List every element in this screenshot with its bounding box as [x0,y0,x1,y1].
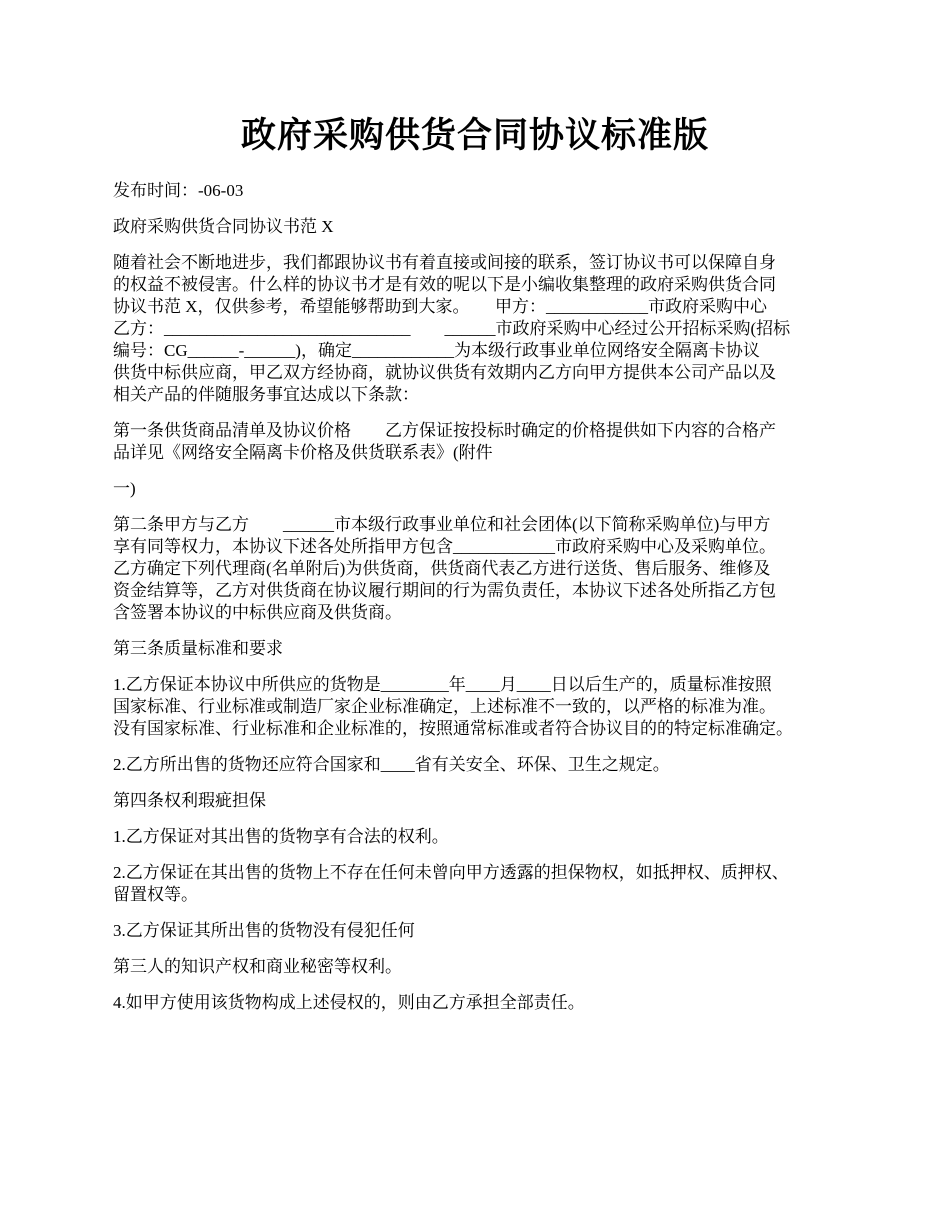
text-line: 1.乙方保证对其出售的货物享有合法的权利。 [113,827,449,846]
text-line: 留置权等。 [113,885,198,904]
paragraph [113,920,853,942]
paragraph [113,674,853,740]
paragraph [113,216,853,238]
paragraph [113,862,853,906]
text-line: 国家标准、行业标准或制造厂家企业标准确定，上述标准不一致的，以严格的标准为准。 [113,697,776,716]
text-line: 编号：CG______-______)，确定____________为本级行政事业单位网络安全隔离卡协议 [113,341,760,360]
text-line: 的权益不被侵害。什么样的协议书才是有效的呢以下是小编收集整理的政府采购供货合同 [113,275,776,294]
paragraph [113,514,853,624]
text-line: 第四条权利瑕疵担保 [113,791,266,810]
paragraph [113,754,853,776]
paragraph [113,790,853,812]
paragraph [113,638,853,660]
text-line: 乙方：_____________________________ ______市政府采购中心经过公开招标采购(招标 [113,319,791,338]
text-line: 相关产品的伴随服务事宜达成以下条款： [113,385,419,404]
text-line: 享有同等权力，本协议下述各处所指甲方包含____________市政府采购中心及采购单位。 [113,537,776,556]
text-line: 协议书范 X，仅供参考，希望能够帮助到大家。 甲方：____________市政府采购中心 [113,297,768,316]
text-line: 品详见《网络安全隔离卡价格及供货联系表》(附件 [113,443,493,462]
text-line: 发布时间：-06-03 [113,181,244,200]
text-line: 4.如甲方使用该货物构成上述侵权的，则由乙方承担全部责任。 [113,993,585,1012]
text-line: 含签署本协议的中标供应商及供货商。 [113,603,402,622]
text-line: 随着社会不断地进步，我们都跟协议书有着直接或间接的联系，签订协议书可以保障自身 [113,253,776,272]
paragraph [113,420,853,464]
text-line: 一) [113,479,136,498]
text-line: 第二条甲方与乙方 ______市本级行政事业单位和社会团体(以下简称采购单位)与甲方 [113,515,771,534]
paragraph [113,252,853,406]
paragraph [113,956,853,978]
text-line: 第三条质量标准和要求 [113,639,283,658]
document-title: 政府采购供货合同协议标准版 [240,116,709,155]
paragraph [113,478,853,500]
text-line: 第一条供货商品清单及协议价格 乙方保证按投标时确定的价格提供如下内容的合格产 [113,421,776,440]
paragraph [113,180,853,202]
paragraph [113,826,853,848]
text-line: 2.乙方所出售的货物还应符合国家和____省有关安全、环保、卫生之规定。 [113,755,670,774]
text-line: 乙方确定下列代理商(名单附后)为供货商，供货商代表乙方进行送货、售后服务、维修及 [113,559,771,578]
text-line: 没有国家标准、行业标准和企业标准的，按照通常标准或者符合协议目的的特定标准确定。 [113,719,793,738]
text-line: 资金结算等，乙方对供货商在协议履行期间的行为需负责任，本协议下述各处所指乙方包 [113,581,776,600]
text-line: 1.乙方保证本协议中所供应的货物是________年____月____日以后生产的，质量标准按照 [113,675,772,694]
text-line: 2.乙方保证在其出售的货物上不存在任何未曾向甲方透露的担保物权，如抵押权、质押权、 [113,863,789,882]
text-line: 政府采购供货合同协议书范 X [113,217,334,236]
document-body [113,180,853,1028]
text-line: 第三人的知识产权和商业秘密等权利。 [113,957,402,976]
paragraph [113,992,853,1014]
text-line: 3.乙方保证其所出售的货物没有侵犯任何 [113,921,415,940]
text-line: 供货中标供应商，甲乙双方经协商，就协议供货有效期内乙方向甲方提供本公司产品以及 [113,363,776,382]
